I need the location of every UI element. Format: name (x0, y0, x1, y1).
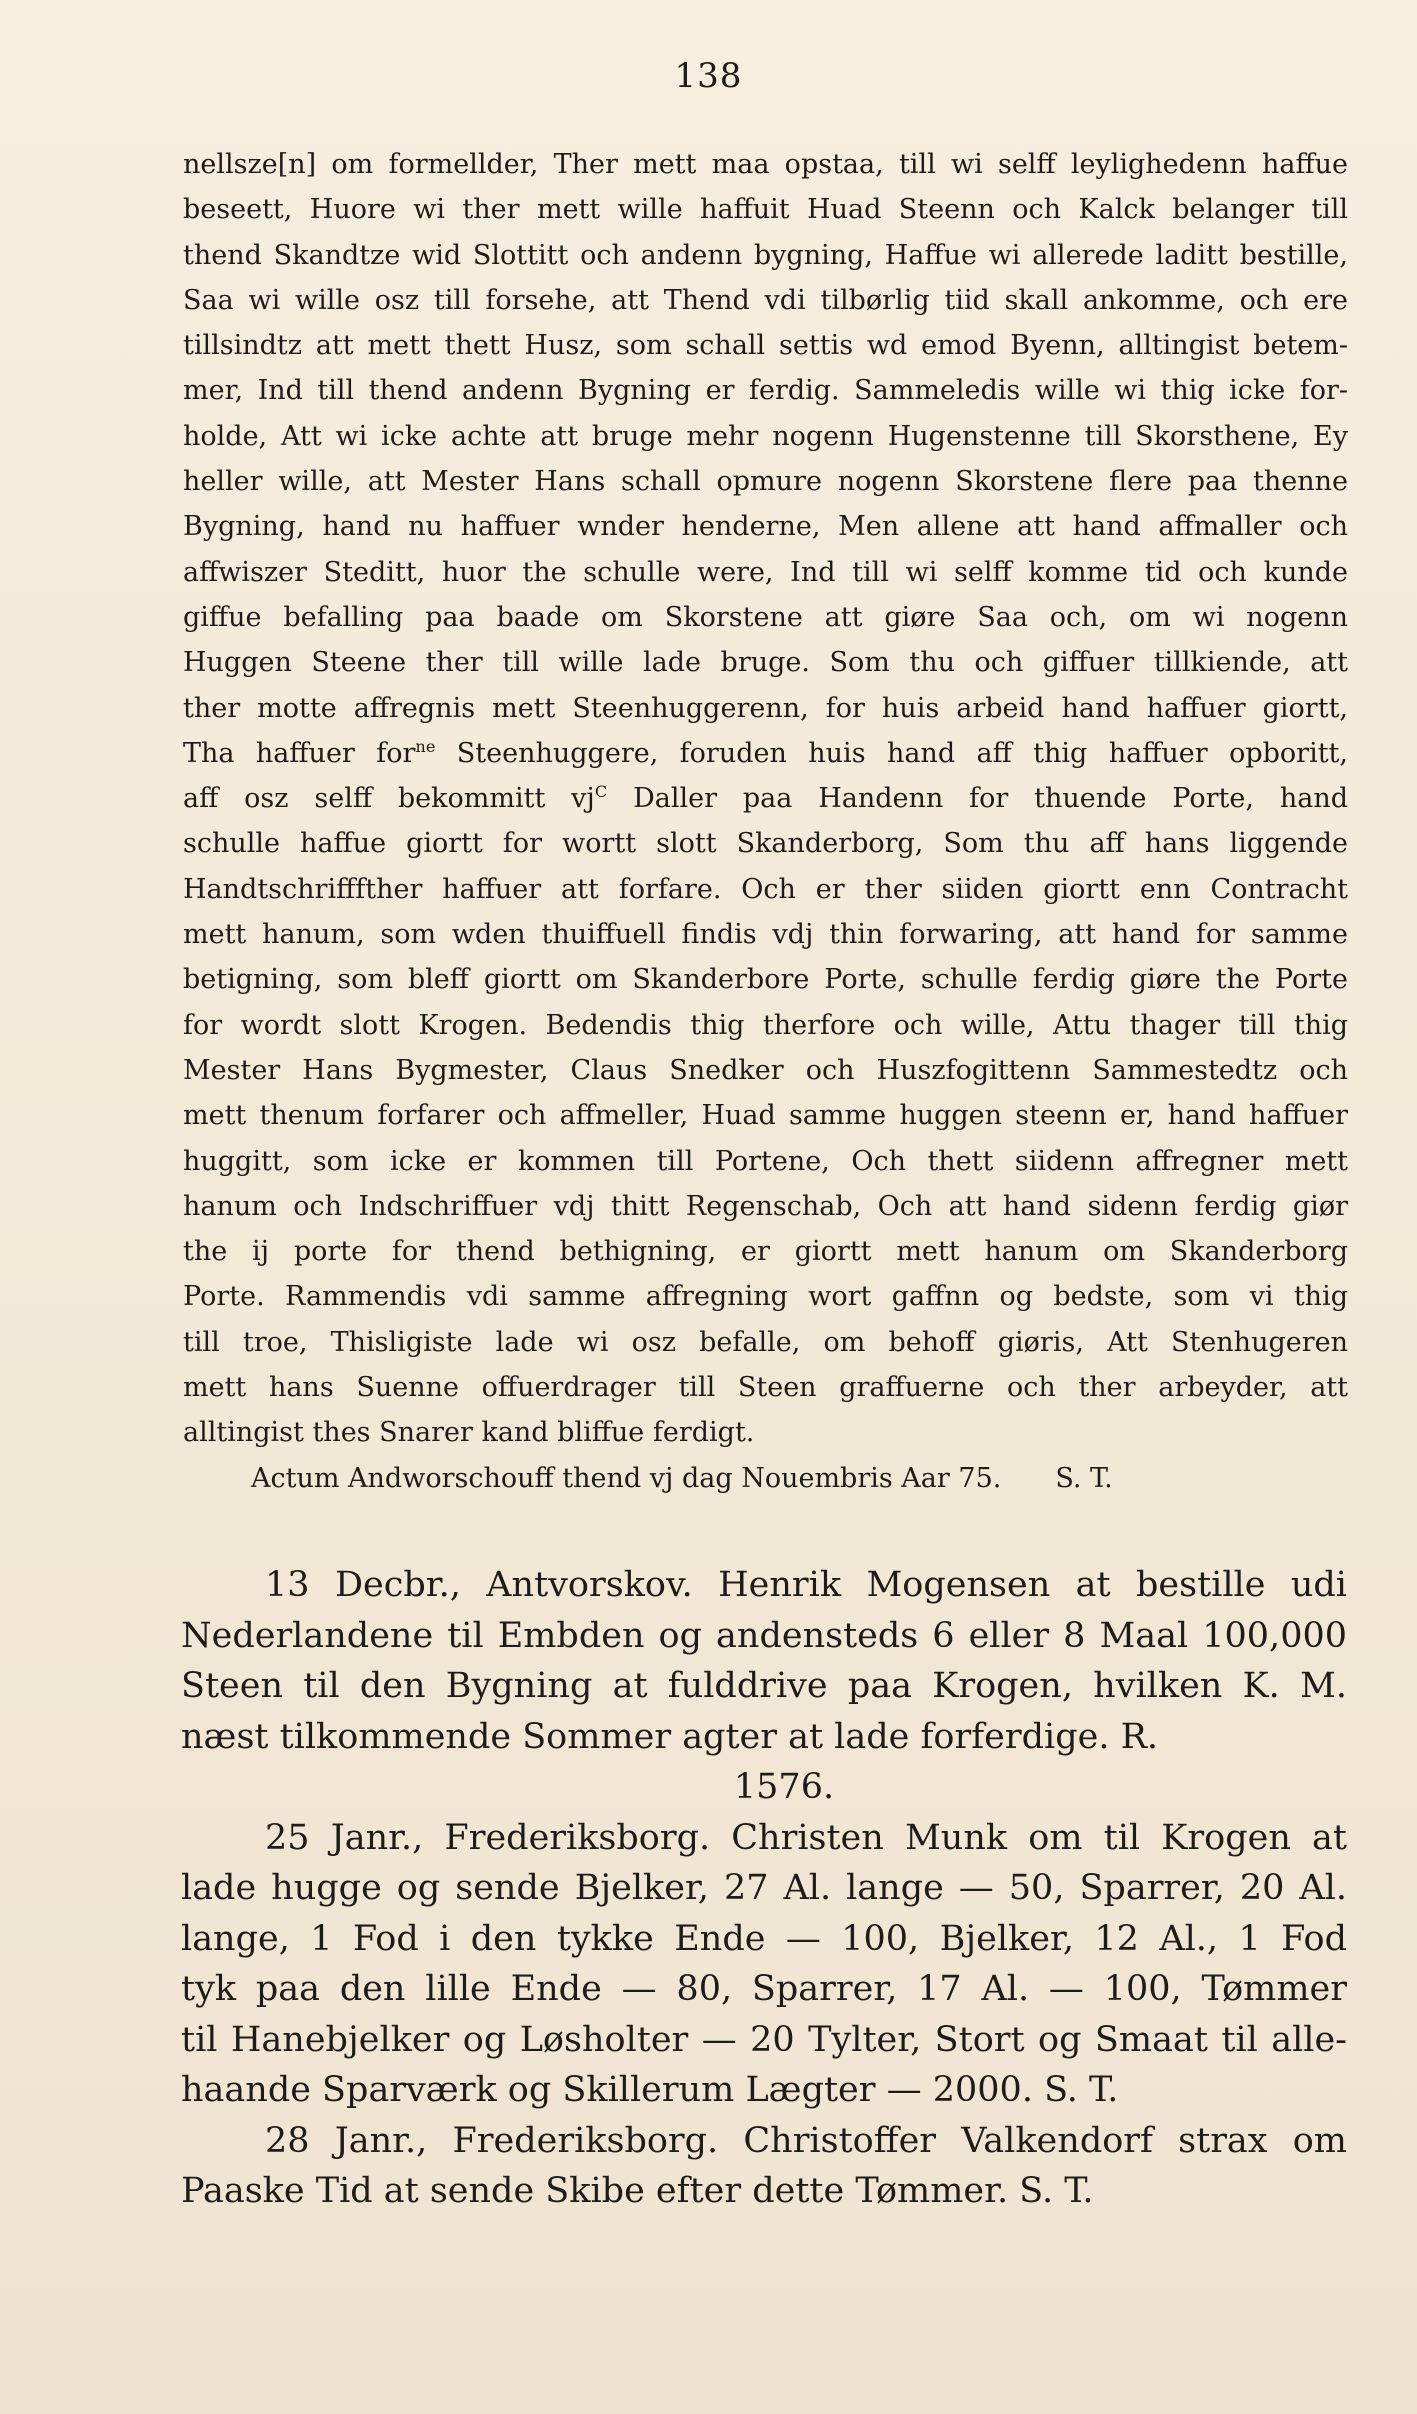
text-line (183, 776, 1348, 821)
text-line: till troe, Thisligiste lade wi osz befalle, om behoff giøris, Att Stenhugeren (183, 1326, 1348, 1358)
text-line: Handtschrifffther haffuer att forfare. Och er ther siiden giortt enn Contracht (183, 873, 1348, 905)
text-line: hanum och Indschriffuer vdj thitt Regenschab, Och att hand sidenn ferdig giør (183, 1190, 1348, 1222)
page-number: 138 (674, 56, 743, 96)
text-line: tillsindtz att mett thett Husz, som schall settis wd emod Byenn, alltingist betem- (183, 330, 1348, 362)
text-line: mer, Ind till thend andenn Bygning er ferdig. Sammeledis wille wi thig icke for- (183, 375, 1348, 407)
entry-25-janr-line: tyk paa den lille Ende — 80, Sparrer, 17 Al. — 100, Tømmer (181, 1969, 1347, 2009)
text-line: holde, Att wi icke achte att bruge mehr nogenn Hugenstenne till Skorsthene, Ey (183, 420, 1348, 452)
text-line: affwiszer Steditt, huor the schulle were, Ind till wi selff komme tid och kunde (183, 556, 1348, 588)
text-line: Saa wi wille osz till forsehe, att Thend vdi tilbørlig tiid skall ankomme, och ere (183, 284, 1348, 316)
entry-13-decbr-line: Steen til den Bygning at fulddrive paa Krogen, hvilken K. M. (181, 1666, 1347, 1706)
text-line: giffue befalling paa baade om Skorstene att giøre Saa och, om wi nogenn (183, 601, 1348, 633)
entry-28-janr-line: 28 Janr., Frederiksborg. Christoffer Valkendorf strax om (265, 2120, 1347, 2161)
text-fragment: Daller paa Handenn for thuende Porte, hand (607, 783, 1348, 815)
superscript-abbrev: ne (415, 736, 436, 756)
text-line: Porte. Rammendis vdi samme affregning wort gaffnn og bedste, som vi thig (183, 1281, 1348, 1313)
text-line: betigning, som bleff giortt om Skanderbore Porte, schulle ferdig giøre the Porte (183, 964, 1348, 996)
year-heading: 1576. (733, 1767, 835, 1807)
entry-25-janr-line: lange, 1 Fod i den tykke Ende — 100, Bjelker, 12 Al., 1 Fod (181, 1918, 1347, 1959)
entry-25-janr-line: lade hugge og sende Bjelker, 27 Al. lange — 50, Sparrer, 20 Al. (181, 1868, 1347, 1908)
text-line: thend Skandtze wid Slottitt och andenn bygning, Haffue wi allerede laditt bestille, (183, 239, 1348, 271)
text-line: mett hans Suenne offuerdrager till Steen graffuerne och ther arbeyder, att (183, 1372, 1348, 1404)
entry-25-janr-line: haande Sparværk og Skillerum Lægter — 2000. S. T. (181, 2070, 1119, 2110)
text-line: ther motte affregnis mett Steenhuggerenn, for huis arbeid hand haffuer giortt, (183, 692, 1348, 724)
entry-25-janr-line: 25 Janr., Frederiksborg. Christen Munk om til Krogen at (265, 1817, 1347, 1858)
actum-text: Actum Andworschouff thend vj dag Nouembris Aar 75. (251, 1462, 1002, 1494)
text-line: beseett, Huore wi ther mett wille haffuit Huad Steenn och Kalck belanger till (183, 194, 1348, 226)
text-line: the ij porte for thend bethigning, er giortt mett hanum om Skanderborg (183, 1236, 1348, 1268)
entry-13-decbr-line: 13 Decbr., Antvorskov. Henrik Mogensen at bestille udi (265, 1565, 1347, 1605)
entry-13-decbr-line: næst tilkommende Sommer agter at lade forferdige. R. (181, 1716, 1159, 1757)
text-line: schulle haffue giortt for wortt slott Skanderborg, Som thu aff hans liggende (183, 828, 1348, 860)
text-fragment: Steenhuggere, foruden huis hand aff thig haffuer opboritt, (435, 737, 1348, 769)
text-line (183, 731, 1348, 776)
text-line: nellsze[n] om formellder, Ther mett maa opstaa, till wi selff leylighedenn haffue (183, 149, 1348, 180)
text-line: mett hanum, som wden thuiffuell findis vdj thin forwaring, att hand for samme (183, 919, 1348, 951)
text-line: alltingist thes Snarer kand bliffue ferdigt. (183, 1417, 755, 1449)
text-line: Huggen Steene ther till wille lade bruge. Som thu och giffuer tillkiende, att (183, 647, 1348, 679)
entry-13-decbr-line: Nederlandene til Embden og andensteds 6 eller 8 Maal 100,000 (181, 1615, 1347, 1656)
text-line: Bygning, hand nu haffuer wnder henderne, Men allene att hand affmaller och (183, 511, 1348, 543)
text-line: Mester Hans Bygmester, Claus Snedker och Huszfogittenn Sammestedtz och (183, 1054, 1348, 1086)
text-line: huggitt, som icke er kommen till Portene, Och thett siidenn affregner mett (183, 1145, 1348, 1177)
text-line: heller wille, att Mester Hans schall opmure nogenn Skorstene flere paa thenne (183, 466, 1348, 498)
actum-line (183, 1456, 1348, 1501)
signature-initials: S. T. (1055, 1462, 1113, 1494)
text-line: mett thenum forfarer och affmeller, Huad samme huggen steenn er, hand haffuer (183, 1100, 1348, 1132)
entries-block (181, 1560, 1347, 2217)
text-fragment: Tha haffuer for (183, 737, 416, 769)
text-fragment: aff osz selff bekommitt vj (183, 783, 595, 815)
letter-continued (183, 142, 1348, 1501)
entry-25-janr-line: til Hanebjelker og Løsholter — 20 Tylter, Stort og Smaat til alle- (181, 2019, 1347, 2060)
entry-28-janr-line: Paaske Tid at sende Skibe efter dette Tømmer. S. T. (181, 2171, 1094, 2211)
text-line: for wordt slott Krogen. Bedendis thig therfore och wille, Attu thager till thig (183, 1009, 1348, 1041)
superscript-abbrev: C (594, 782, 608, 802)
